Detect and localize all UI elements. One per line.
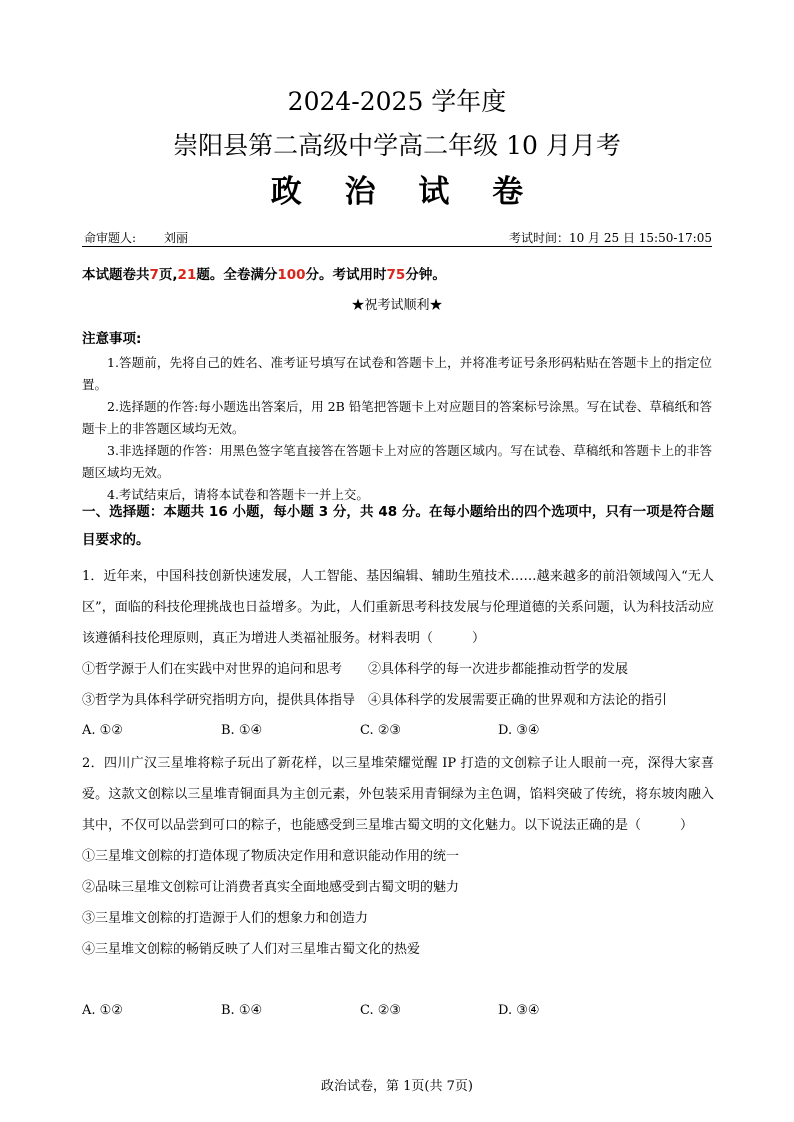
question-stem: 1．近年来，中国科技创新快速发展，人工智能、基因编辑、辅助生殖技术……越来越多的前沿领域闯入“无人区”，面临的科技伦理挑战也日益增多。为此，人们重新思考科技发展与伦理道德的关系问题，认为科技活动应该遵循科技伦理原则，真正为增进人类福祉服务。材料表明（ ） <box>82 569 714 646</box>
choice-b[interactable]: B. ①④ <box>221 1003 263 1018</box>
choice-c[interactable]: C. ②③ <box>360 1003 402 1018</box>
page-footer: 政治试卷，第 1页(共 7页) <box>321 1079 473 1094</box>
notice-item: 2.选择题的作答:每小题选出答案后，用 2B 铅笔把答题卡上对应题目的答案标号涂黑。写在试卷、草稿纸和答题卡上的非答题区域均无效。 <box>82 399 712 436</box>
choice-d[interactable]: D. ③④ <box>498 723 540 738</box>
header-divider <box>82 246 712 247</box>
subject-title: 政 治 试 卷 <box>270 174 540 210</box>
choice-b[interactable]: B. ①④ <box>221 723 263 738</box>
exam-intro <box>82 265 446 285</box>
setter-name: 刘丽 <box>164 231 189 245</box>
intro-text: 分。考试用时 <box>305 267 387 283</box>
exam-minutes: 75 <box>386 267 406 283</box>
section-heading: 一、选择题：本题共 16 小题，每小题 3 分，共 48 分。在每小题给出的四个选项中，只有一项是符合题目要求的。 <box>82 504 714 548</box>
intro-text: 分钟。 <box>405 267 446 283</box>
choice-a[interactable]: A. ①② <box>82 723 123 738</box>
intro-text: 题。全卷满分 <box>196 267 278 283</box>
school-year: 2024-2025 学年度 <box>287 87 507 116</box>
setter-label: 命审题人: <box>84 231 137 245</box>
exam-time: 考试时间：10 月 25 日 15:50-17:05 <box>508 231 712 245</box>
choice-d[interactable]: D. ③④ <box>498 1003 540 1018</box>
question-option: ④三星堆文创粽的畅销反映了人们对三星堆古蜀文化的热爱 <box>82 942 421 957</box>
notice-item: 4.考试结束后，请将本试卷和答题卡一并上交。 <box>107 487 369 502</box>
notice-title: 注意事项: <box>82 331 142 347</box>
intro-text: 页, <box>158 267 178 283</box>
page-count: 7 <box>149 267 159 283</box>
question-stem: 2．四川广汉三星堆将粽子玩出了新花样，以三星堆荣耀觉醒 IP 打造的文创粽子让人眼前一亮，深得大家喜爱。这款文创粽以三星堆青铜面具为主创元素，外包装采用青铜绿为主色调，馅料突破了传统，将东坡肉融入其中，不仅可以品尝到可口的粽子，也能感受到三星堆古蜀文明的文化魅力。以下说法正确的是（ ） <box>82 756 714 833</box>
setter-info <box>84 230 188 246</box>
total-score: 100 <box>277 267 306 283</box>
question-option: ①三星堆文创粽的打造体现了物质决定作用和意识能动作用的统一 <box>82 849 460 864</box>
question-count: 21 <box>177 267 197 283</box>
question-option: ③三星堆文创粽的打造源于人们的想象力和创造力 <box>82 911 369 926</box>
notice-item: 3.非选择题的作答：用黑色签字笔直接答在答题卡上对应的答题区域内。写在试卷、草稿纸和答题卡上的非答题区域均无效。 <box>82 443 712 480</box>
notice-item: 1.答题前，先将自己的姓名、准考证号填写在试卷和答题卡上，并将准考证号条形码粘贴在答题卡上的指定位置。 <box>82 355 712 392</box>
question-options: ①哲学源于人们在实践中对世界的追问和思考 ②具体科学的每一次进步都能推动哲学的发展 <box>82 662 629 677</box>
question-1 <box>82 561 714 716</box>
notice-list <box>82 352 712 506</box>
choice-c[interactable]: C. ②③ <box>360 723 402 738</box>
question-2 <box>82 748 714 965</box>
good-luck-text: ★祝考试顺利★ <box>351 298 443 313</box>
question-options: ③哲学为具体科学研究指明方向，提供具体指导 ④具体科学的发展需要正确的世界观和方法论的指引 <box>82 693 668 708</box>
choice-a[interactable]: A. ①② <box>82 1003 123 1018</box>
exam-title: 崇阳县第二高级中学高二年级 10 月月考 <box>173 131 621 160</box>
question-option: ②品味三星堆文创粽可让消费者真实全面地感受到古蜀文明的魅力 <box>82 880 460 895</box>
intro-text: 本试题卷共 <box>82 267 150 283</box>
